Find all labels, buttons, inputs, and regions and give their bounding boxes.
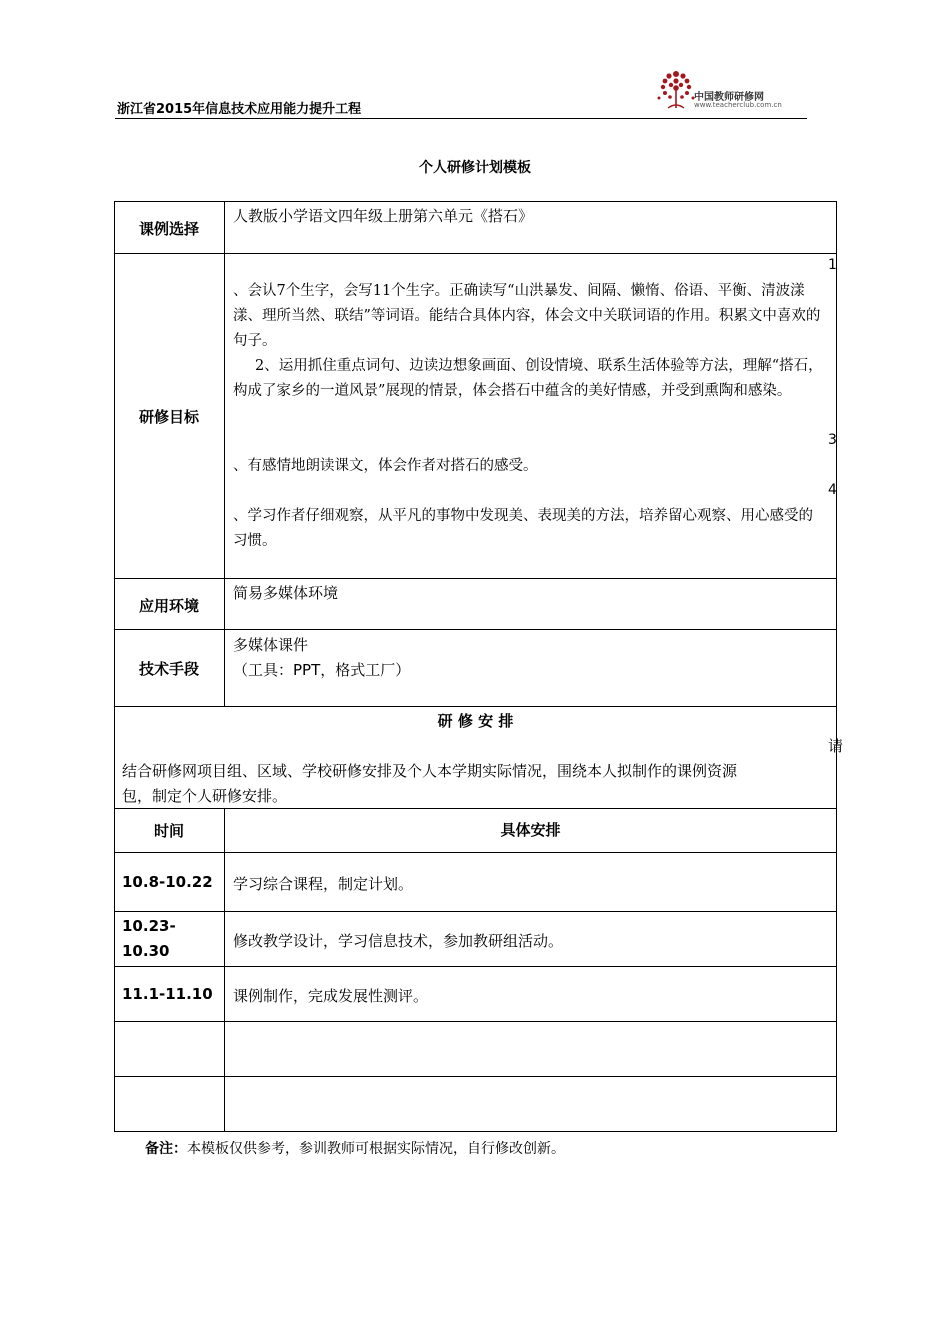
technique-label: 技术手段 xyxy=(138,660,199,678)
note xyxy=(145,1138,565,1158)
logo-name: 中国教师研修网 xyxy=(694,92,764,103)
arrangement-instruction-2: 包，制定个人研修安排。 xyxy=(122,787,288,805)
document-title: 个人研修计划模板 xyxy=(419,160,531,176)
note-label: 备注： xyxy=(145,1141,187,1157)
lesson-label: 课例选择 xyxy=(138,220,199,238)
goal-4: 、学习作者仔细观察，从平凡的事物中发现美、表现美的方法，培养留心观察、用心感受的习惯。 xyxy=(233,508,813,549)
environment-label: 应用环境 xyxy=(138,597,199,615)
goal-3: 、有感情地朗读课文，体会作者对搭石的感受。 xyxy=(233,458,538,474)
table-divider xyxy=(114,966,837,967)
table-divider xyxy=(114,578,837,579)
goal-number-4: 4 xyxy=(828,482,837,498)
table-divider xyxy=(224,201,225,706)
environment-value: 简易多媒体环境 xyxy=(233,584,339,602)
schedule-time: 10.30 xyxy=(122,942,170,960)
table-divider xyxy=(114,1021,837,1022)
flower-logo-icon xyxy=(656,68,696,112)
table-divider xyxy=(224,808,225,1132)
table-divider xyxy=(114,706,837,707)
technique-line-2: （工具：PPT，格式工厂） xyxy=(233,661,411,679)
logo-url: www.teacherclub.com.cn xyxy=(694,101,782,109)
project-title: 浙江省2015年信息技术应用能力提升工程 xyxy=(117,102,362,117)
goal-1: 、会认7个生字，会写11个生字。正确读写“山洪暴发、间隔、懒惰、俗语、平衡、清波漾漾、理所当然、联结”等词语。能结合具体内容，体会文中关联词语的作用。积累文中喜欢的句子。 xyxy=(233,283,821,349)
teacherclub-logo xyxy=(656,68,806,116)
table-divider xyxy=(114,1076,837,1077)
schedule-time: 10.23- xyxy=(122,917,176,935)
schedule-plan: 学习综合课程，制定计划。 xyxy=(233,875,414,893)
table-divider xyxy=(114,852,837,853)
table-divider xyxy=(114,808,837,809)
goal-number-3: 3 xyxy=(828,432,837,448)
header-rule xyxy=(115,118,807,119)
goals-label: 研修目标 xyxy=(138,408,199,426)
arrangement-heading: 研 修 安 排 xyxy=(437,712,514,730)
col-plan-header: 具体安排 xyxy=(500,821,561,839)
arrangement-please: 请 xyxy=(828,737,844,755)
table-divider xyxy=(114,911,837,912)
lesson-value: 人教版小学语文四年级上册第六单元《搭石》 xyxy=(233,207,534,225)
schedule-time: 11.1-11.10 xyxy=(122,985,213,1003)
technique-line-1: 多媒体课件 xyxy=(233,636,309,654)
schedule-time: 10.8-10.22 xyxy=(122,873,213,891)
note-text: 本模板仅供参考，参训教师可根据实际情况，自行修改创新。 xyxy=(187,1141,565,1157)
schedule-plan: 课例制作，完成发展性测评。 xyxy=(233,987,429,1005)
goal-2: 2、运用抓住重点词句、边读边想象画面、创设情境、联系生活体验等方法，理解“搭石，构成了家乡的一道风景”展现的情景，体会搭石中蕴含的美好情感，并受到熏陶和感染。 xyxy=(233,358,823,399)
goal-number-1: 1 xyxy=(828,257,837,273)
col-time-header: 时间 xyxy=(153,822,184,840)
arrangement-instruction-1: 结合研修网项目组、区域、学校研修安排及个人本学期实际情况，围绕本人拟制作的课例资源 xyxy=(122,762,738,780)
table-divider xyxy=(114,629,837,630)
table-divider xyxy=(114,253,837,254)
schedule-plan: 修改教学设计，学习信息技术，参加教研组活动。 xyxy=(233,932,564,950)
